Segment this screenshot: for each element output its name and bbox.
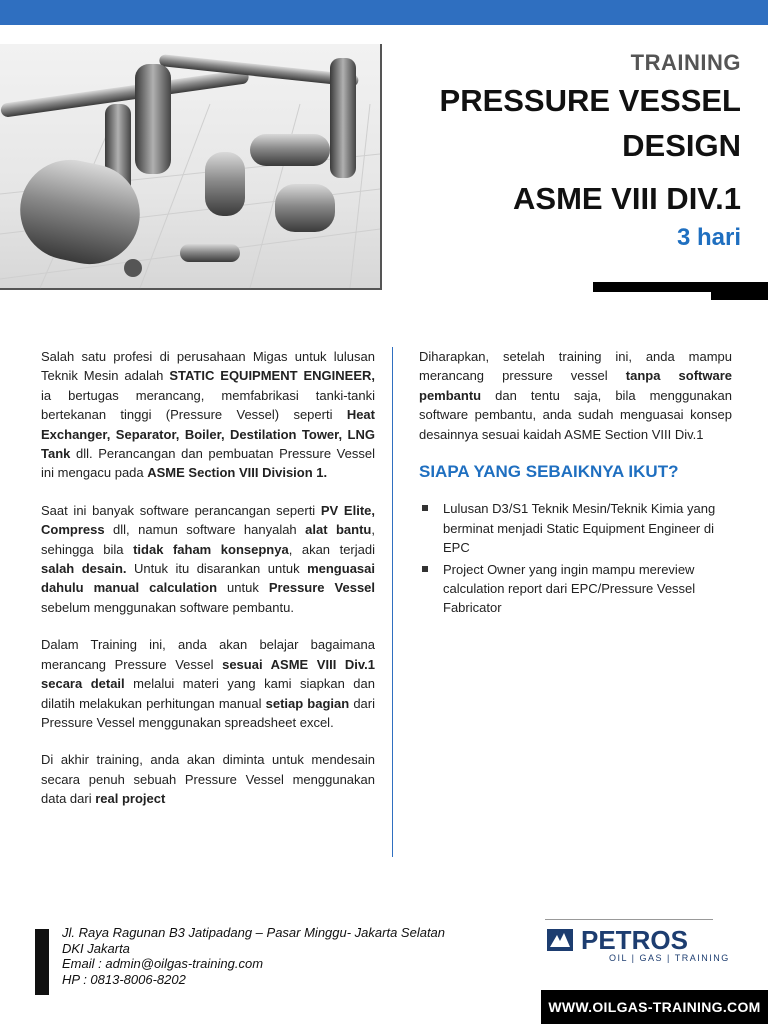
bold-text: STATIC EQUIPMENT ENGINEER, xyxy=(169,368,375,384)
body-text: Salah satu profesi di perusahaan Migas untuk lulusan Teknik Mesin adalah xyxy=(41,349,375,384)
body-text: dari Pressure Vessel menggunakan spreadsheet excel. xyxy=(41,695,375,730)
logo-name-text: PETROS xyxy=(581,925,688,955)
audience-heading: SIAPA YANG SEBAIKNYA IKUT? xyxy=(419,462,679,482)
bold-text: tidak faham konsepnya xyxy=(133,541,289,557)
bold-text: alat bantu xyxy=(305,522,372,538)
body-text: dll, namun software hanyalah xyxy=(104,522,306,538)
bold-text: setiap bagian xyxy=(265,695,350,711)
pressure-vessel-illustration xyxy=(0,44,382,290)
body-text: melalui materi yang kami siapkan dan dilatih melakukan perhitungan manual xyxy=(41,676,376,711)
expectation-paragraph xyxy=(419,347,732,444)
address-line2: DKI Jakarta xyxy=(62,940,130,956)
body-text: Di akhir training, anda akan diminta untuk mendesain secara penuh sebuah Pressure Vessel menggunakan data dari xyxy=(41,752,375,807)
body-text: Dalam Training ini, anda akan belajar bagaimana merancang Pressure Vessel xyxy=(41,637,375,672)
bold-text: tanpa software pembantu xyxy=(419,368,732,403)
intro-paragraph xyxy=(41,347,375,483)
body-text: ia bertugas merancang, memfabrikasi tanki-tanki bertekanan tinggi (Pressure Vessel) seperti xyxy=(41,387,375,423)
list-item: Lulusan D3/S1 Teknik Mesin/Teknik Kimia yang berminat menjadi Static Equipment Engineer di EPC xyxy=(419,499,732,557)
contact-block xyxy=(62,925,445,987)
top-color-bar xyxy=(0,0,768,25)
bold-text: salah desain. xyxy=(41,561,127,577)
list-item: Project Owner yang ingin mampu mereview calculation report dari EPC/Pressure Vessel Fabricator xyxy=(419,560,732,618)
column-divider xyxy=(392,347,393,857)
bold-text: sesuai ASME VIII Div.1 secara detail xyxy=(41,656,375,692)
training-paragraph xyxy=(41,635,375,732)
bold-text: ASME Section VIII Division 1. xyxy=(147,465,328,481)
body-text: , akan terjadi xyxy=(288,541,375,557)
course-duration: 3 hari xyxy=(676,224,741,251)
body-text: , sehingga bila xyxy=(41,522,375,557)
logo-tag-text: OIL | GAS | TRAINING xyxy=(609,953,730,963)
body-text: untuk xyxy=(217,580,269,596)
bullet-square-icon xyxy=(422,505,428,511)
body-text: dan tentu saja, bila menggunakan software pembantu, anda sudah menguasai konsep desainnya sesuai kaidah ASME Section VIII Div.1 xyxy=(419,387,732,442)
body-text: dll. Perancangan dan pembuatan Pressure Vessel ini mengacu pada xyxy=(41,446,375,481)
final-paragraph xyxy=(41,750,375,808)
body-text: sebelum menggunakan software pembantu. xyxy=(41,599,294,615)
bold-text: Heat Exchanger, Separator, Boiler, Destilation Tower, LNG Tank xyxy=(41,407,375,462)
course-title-line1: PRESSURE VESSEL xyxy=(439,83,741,118)
logo-divider xyxy=(545,919,713,920)
bold-text: menguasai dahulu manual calculation xyxy=(41,561,375,596)
software-paragraph xyxy=(41,501,375,617)
body-text: Saat ini banyak software perancangan seperti xyxy=(41,502,321,518)
website-link[interactable]: WWW.OILGAS-TRAINING.COM xyxy=(541,990,768,1024)
bold-text: Pressure Vessel xyxy=(268,580,376,596)
bold-text: real project xyxy=(95,791,166,807)
left-column xyxy=(41,347,375,827)
body-text: Untuk itu disarankan untuk xyxy=(126,561,308,577)
course-title-line2: DESIGN xyxy=(622,128,741,163)
decorative-bar-offset xyxy=(711,291,768,300)
bold-text: PV Elite, Compress xyxy=(41,502,375,538)
petros-logo xyxy=(545,921,730,965)
body-text: Diharapkan, setelah training ini, anda mampu merancang pressure vessel xyxy=(419,349,732,384)
address-accent-bar xyxy=(35,929,49,995)
bullet-square-icon xyxy=(422,566,428,572)
title-block xyxy=(440,48,741,255)
email-text[interactable]: Email : admin@oilgas-training.com xyxy=(62,956,264,971)
audience-list xyxy=(419,499,732,617)
training-label: TRAINING xyxy=(630,50,741,75)
address-line1: Jl. Raya Ragunan B3 Jatipadang – Pasar Minggu- Jakarta Selatan xyxy=(62,925,446,940)
course-subtitle: ASME VIII DIV.1 xyxy=(513,181,741,216)
phone-text: HP : 0813-8006-8202 xyxy=(62,971,186,987)
right-column xyxy=(419,347,732,620)
